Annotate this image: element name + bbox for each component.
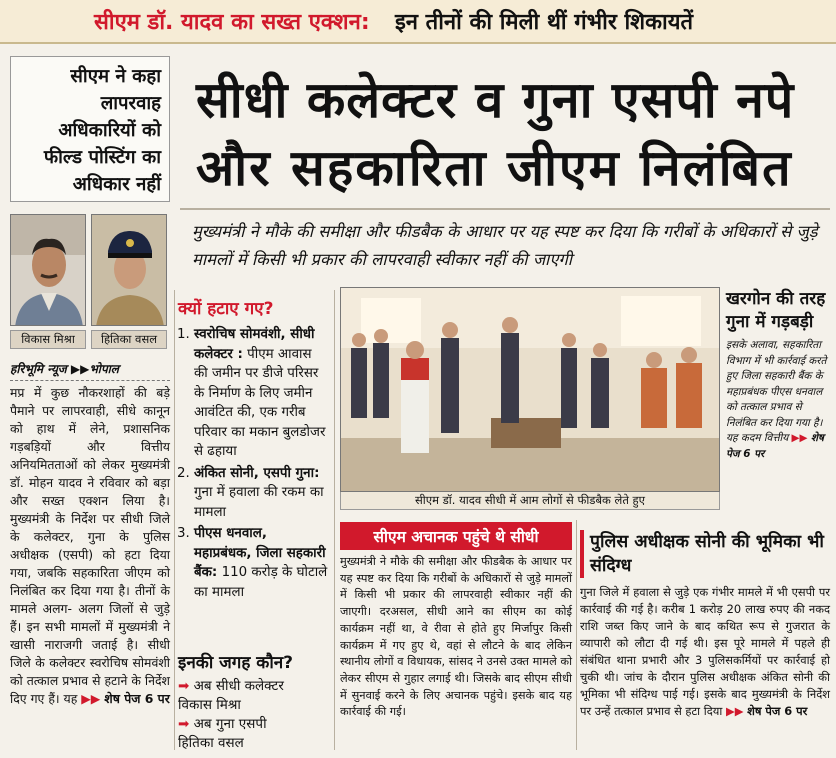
side-note-line: फील्ड पोस्टिंग का — [43, 147, 161, 168]
replacement-heading: इनकी जगह कौन? — [178, 653, 294, 673]
man-portrait-icon — [11, 215, 86, 326]
side-note-line: सीएम ने कहा — [70, 66, 161, 87]
why-item — [194, 464, 328, 523]
continue-arrow-icon: ▶▶ — [725, 704, 744, 718]
kicker: सीएम डॉ. यादव का सख्त एक्शन: — [94, 10, 370, 35]
portrait-hitika-vasal — [91, 214, 167, 326]
continue-arrow-icon: ▶▶ — [81, 691, 101, 706]
khargone-continue-link[interactable]: शेष पेज 6 पर — [726, 432, 824, 460]
khargone-heading: खरगोन की तरह गुना में गड़बड़ी — [726, 289, 826, 332]
why-item-text: गुना में हवाला की रकम का मामला — [194, 485, 324, 520]
why-item-name: पीएस धनवाल, महाप्रबंधक, जिला सहकारी बैंक: — [194, 526, 326, 580]
right-continue-link[interactable]: शेष पेज 6 पर — [747, 704, 808, 718]
subhead: इन तीनों की मिली थीं गंभीर शिकायतें — [395, 10, 694, 35]
continue-arrow-icon: ▶▶ — [791, 432, 808, 444]
center-article — [340, 522, 572, 721]
why-item — [194, 325, 328, 462]
center-article-heading: सीएम अचानक पहुंचे थे सीधी — [340, 522, 572, 550]
side-note-line: लापरवाह — [100, 93, 161, 114]
left-body-text: मप्र में कुछ नौकरशाहों की बड़े पैमाने पर लापरवाही, सीधे कानून को हाथ में लेने, प्रशासनिक गड़बड़ियों और वित्तीय अनियमितताओं को लेकर मुख्यमंत्री डॉ. मोहन यादव ने रविवार को बड़ा और सख्त एक्शन लिया है। मुख्यमंत्री के निर्देश पर सीधी जिले के कलेक्टर, गुना के पुलिस अधीक्षक (एसपी) को हटा दिया गया, जबकि सहकारिता जीएम को निलंबित कर दिया गया है। तीनों के मामले अलग- अलग जिलों से जुड़े हैं। इन सभी मामलों में मुख्यमंत्री ने खासी नाराजगी जताई है। सीधी जिले के कलेक्टर स्वरोचिष सोमवंशी को तत्काल प्रभाव से हटाने के निर्देश दिए गए हैं। यह — [10, 385, 170, 706]
replacement-label: अब गुना एसपी — [193, 716, 267, 732]
khargone-body — [726, 338, 830, 462]
why-item-text: 110 करोड़ के घोटाले का मामला — [194, 565, 328, 600]
meeting-photo-icon — [341, 288, 720, 492]
side-note-line: अधिकारियों को — [58, 120, 161, 141]
headline-line-1: सीधी कलेक्टर व गुना एसपी नपे — [196, 71, 795, 129]
right-article-body — [580, 584, 830, 720]
arrow-icon: ➡ — [178, 716, 190, 732]
news-photo — [340, 287, 720, 492]
replacement-name: विकास मिश्रा — [178, 697, 241, 713]
photo-caption: सीएम डॉ. यादव सीधी में आम लोगों से फीडबैक लेते हुए — [340, 492, 720, 510]
center-article-body: मुख्यमंत्री ने मौके की समीक्षा और फीडबैक के आधार पर यह स्पष्ट कर दिया कि गरीबों के अधिकारों से जुड़े मामलों में किसी भी प्रकार की लापरवाही स्वीकार नहीं की जाएगी। दरअसल, सीधी आने का सीएम का कोई कार्यक्रम नहीं था, वे रीवा से होते हुए मिर्जापुर किसी कार्यक्रम में गए हुए थे, वहां से लौटने के बाद लेकिन स्थानीय लोगों व विधायक, सांसद ने उनसे उक्त मामले को लेकर सीएम से गुहार लगाई थी। जिसके बाद सीएम सीधी में सुनवाई करने के लिए अचानक पहुंचे। इसके बाद यह कार्रवाई की गई। — [340, 555, 572, 719]
khargone-sidebar — [726, 288, 830, 462]
replacement-row — [178, 677, 328, 696]
replacement-box — [178, 650, 328, 753]
why-removed-box — [178, 296, 328, 604]
why-item-name: स्वरोचिष सोमवंशी, सीधी कलेक्टर : — [194, 327, 315, 362]
intro-text: मुख्यमंत्री ने मौके की समीक्षा और फीडबैक के आधार पर यह स्पष्ट कर दिया कि गरीबों के अधिकारों से जुड़े मामलों में किसी भी प्रकार की लापरवाही स्वीकार नहीं की जाएगी — [192, 222, 818, 269]
left-article-body — [10, 384, 170, 708]
headline — [182, 56, 832, 196]
headline-line-2: और सहकारिता जीएम निलंबित — [196, 139, 793, 197]
why-item-text: पीएम आवास की जमीन पर डीजे परिसर के निर्माण के लिए जमीन आवंटित की, एक गरीब परिवार का मकान बुलडोजर से ढहाया — [194, 346, 326, 459]
side-note-line: अधिकार नहीं — [72, 174, 161, 195]
portrait-caption-left: विकास मिश्रा — [10, 330, 86, 349]
replacement-label: अब सीधी कलेक्टर — [193, 678, 284, 694]
replacement-row — [178, 715, 328, 734]
khargone-text: इसके अलावा, सहकारिता विभाग में भी कार्रवाई करते हुए जिला सहकारी बैंक के महाप्रबंधक पीएस धनवाल को तत्काल प्रभाव से निलंबित कर दिया गया है। यह कदम वित्तीय — [726, 339, 827, 444]
police-officer-portrait-icon — [92, 215, 167, 326]
top-strip — [0, 0, 836, 44]
intro-strip — [180, 208, 830, 280]
right-article-heading: पुलिस अधीक्षक सोनी की भूमिका भी संदिग्ध — [580, 530, 830, 578]
right-article-text: गुना जिले में हवाला से जुड़े एक गंभीर मामले में भी एसपी पर कार्रवाई की गई है। करीब 1 करोड़ 20 लाख रुपए की नकद राशि जब्त किए जाने के बाद कथित रूप से गुजरात के व्यापारी को लौटा दी गई थी। इस पूरे मामले में पहले ही संबंधित थाना प्रभारी और 3 पुलिसकर्मियों पर कार्रवाई हो चुकी थी। जांच के दौरान पुलिस अधीक्षक अंकित सोनी की भूमिका भी संदिग्ध पाई गई। इसके बाद मुख्यमंत्री के निर्देश पर उन्हें तत्काल प्रभाव से हटा दिया — [580, 585, 830, 718]
why-heading: क्यों हटाए गए? — [178, 299, 274, 319]
arrow-icon: ➡ — [178, 678, 190, 694]
why-item-name: अंकित सोनी, एसपी गुना: — [194, 465, 320, 481]
replacement-name: हितिका वसल — [178, 735, 244, 751]
byline: हरिभूमि न्यूज ▶▶भोपाल — [10, 360, 170, 381]
portrait-vikas-mishra — [10, 214, 86, 326]
right-article — [580, 530, 830, 720]
left-continue-link[interactable]: शेष पेज 6 पर — [104, 691, 170, 706]
why-item — [194, 524, 328, 602]
portrait-caption-right: हितिका वसल — [91, 330, 167, 349]
side-note — [10, 56, 170, 202]
